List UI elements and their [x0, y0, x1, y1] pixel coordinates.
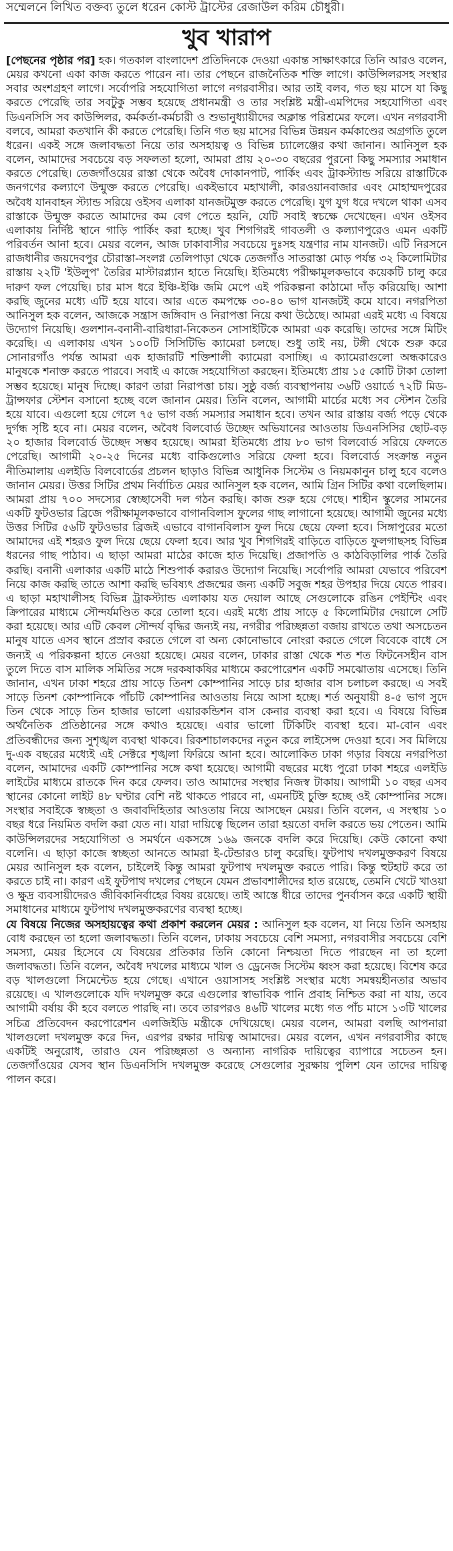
- article-text: হক। গতকাল বাংলাদেশ প্রতিদিনকে দেওয়া একান্ত সাক্ষাৎকারে তিনি আরও বলেন, মেয়র কখনো একা কাজ করতে পারেন না। তার পেছনে রাজনৈতিক শক্তি লাগে। কাউন্সিলরসহ সংস্থার সবার অংশগ্রহণ লাগে। সর্বোপরি সহযোগিতা লাগে নগরবাসীর। আর তাই বলব, গত ছয় মাসে যা কিছু করতে পেরেছি তার সবটুকু সম্ভব হয়েছে প্রধানমন্ত্রী ও তার সংশ্লিষ্ট মন্ত্রী-এমপিদের সহযোগিতা এবং ডিএনসিসি সব কাউন্সিলর, কর্মকর্তা-কর্মচারী ও শুভানুধ্যায়ীদের অক্লান্ত পরিশ্রমের ফলে। এখন নগরবাসী বলবে, আমরা কতখানি কী করতে পেরেছি। তিনি গত ছয় মাসের বিভিন্ন উন্নয়ন কর্মকাণ্ডের অগ্রগতি তুলে ধরেন। একই সঙ্গে জলাবদ্ধতা নিয়ে তার অসহায়ত্ব ও বিভিন্ন চ্যালেঞ্জের কথা জানান। আনিসুল হক বলেন, আমাদের সবচেয়ে বড় সফলতা হলো, আমরা প্রায় ২০-৩০ বছরের পুরনো কিছু সমস্যার সমাধান করতে পেরেছি। তেজগাঁওয়ের রাস্তা থেকে অবৈধ দোকানপাট, পার্কিং এবং ট্রাকস্ট্যান্ড সরিয়ে রাস্তাটিকে জনগণের কল্যাণে উন্মুক্ত করতে পেরেছি। একইভাবে মহাখালী, কারওয়ানবাজার এবং মোহাম্মদপুরের অবৈধ যানবাহন স্ট্যান্ড সরিয়ে ওইসব এলাকা যানজটমুক্ত করতে পেরেছি। যুগ যুগ ধরে দখলে থাকা এসব রাস্তাকে উন্মুক্ত করতে আমাদের কম বেগ পেতে হয়নি, যেটি সবাই স্বচক্ষে দেখেছেন। এখন ওইসব এলাকায় নির্দিষ্ট স্থানে গাড়ি পার্কিং করা হচ্ছে। খুব শিগগিরই গাবতলী ও কল্যাণপুরেও এমন একটি পরিবর্তন আনা হবে। মেয়র বলেন, আজ ঢাকাবাসীর সবচেয়ে দুঃসহ যন্ত্রণার নাম যানজট। এটি নিরসনে রাজধানীর জয়দেবপুর চৌরাস্তা-সংলগ্ন তেলিপাড়া থেকে তেজগাঁও সাতরাস্তা মোড় পর্যন্ত ৩২ কিলোমিটার রাস্তায় ২২টি 'ইউলুপ' তৈরির মাস্টারপ্ল্যান হাতে নিয়েছি। ইতিমধ্যে পরীক্ষামূলকভাবে কয়েকটি চালু করে দারুণ ফল পেয়েছি। চার মাস ধরে ইঞ্চি-ইঞ্চি জমি মেপে এই পরিকল্পনা কাঠামো দাঁড় করিয়েছি। আশা করছি জুনের মধ্যে এটি হয়ে যাবে। আর এতে কমপক্ষে ৩০-৪০ ভাগ যানজটই কমে যাবে। নগরপিতা আনিসুল হক বলেন, আজকে সন্ত্রাস জঙ্গিবাদ ও নিরাপত্তা নিয়ে কথা উঠেছে। আমরা এরই মধ্যে এ বিষয়ে উদ্যোগ নিয়েছি। গুলশান-বনানী-বারিধারা-নিকেতন সোসাইটিকে আমরা এক করেছি। তাদের সঙ্গে মিটিং করেছি। এ এলাকায় এখন ১০০টি সিসিটিভি ক্যামেরা চলছে। শুধু তাই নয়, টঙ্গী থেকে শুরু করে সোনারগাঁও পর্যন্ত আমরা এক হাজারটি শক্তিশালী ক্যামেরা বসাচ্ছি। এ ক্যামেরাগুলো অন্ধকারেও মানুষকে শনাক্ত করতে পারবে। সবাই এ কাজে সহযোগিতা করছেন। ইতিমধ্যে প্রায় ১৫ কোটি টাকা তোলা সম্ভব হয়েছে। মানুষ দিচ্ছে। কারণ তারা নিরাপত্তা চায়। সুষ্ঠু বর্জ্য ব্যবস্থাপনায় ৩৬টি ওয়ার্ডে ৭২টি মিড-ট্রান্সফার স্টেশন বসানো হচ্ছে বলে জানান মেয়র। তিনি বলেন, আগামী মার্চের মধ্যে সব স্টেশন তৈরি হয়ে যাবে। এগুলো হয়ে গেলে ৭৫ ভাগ বর্জ্য সমস্যার সমাধান হবে। তখন আর রাস্তায় বর্জ্য পড়ে থেকে দুর্গন্ধ সৃষ্টি হবে না। মেয়র বলেন, অবৈধ বিলবোর্ড উচ্ছেদ অভিযানের আওতায় ডিএনসিসির ছোট-বড় ২০ হাজার বিলবোর্ড উচ্ছেদ সম্ভব হয়েছে। আমরা ইতিমধ্যে প্রায় ৮০ ভাগ বিলবোর্ড সরিয়ে ফেলতে পেরেছি। আগামী ২০-২৫ দিনের মধ্যে বাকিগুলোও সরিয়ে ফেলা হবে। বিলবোর্ড সংক্রান্ত নতুন নীতিমালায় এলইডি বিলবোর্ডের প্রচলন ছাড়াও বিভিন্ন আধুনিক সিস্টেম ও নিয়মকানুন চালু হবে বলেও জানান মেয়র। উত্তর সিটির প্রথম নির্বাচিত মেয়র আনিসুল হক বলেন, আমি গ্রিন সিটির কথা বলেছিলাম। আমরা প্রায় ৭০০ সদস্যের স্বেচ্ছাসেবী দল গঠন করছি। কাজ শুরু হয়ে গেছে। শাহীন স্কুলের সামনের একটি ফুটওভার ব্রিজে পরীক্ষামূলকভাবে বাগানবিলাস ফুলের গাছ লাগানো হয়েছে। আগামী জুনের মধ্যে উত্তর সিটির ৫৬টি ফুটওভার ব্রিজই এভাবে বাগানবিলাস ফুল দিয়ে ছেয়ে ফেলা হবে। সিঙ্গাপুরের মতো আমাদের এই শহরও ফুল দিয়ে ছেয়ে ফেলা হবে। আর খুব শিগগিরই বাড়িতে বাড়িতে ফুলগাছসহ বিভিন্ন ধরনের গাছ পাঠাব। এ ছাড়া আমরা মাঠের কাজে হাত দিয়েছি। প্রজাপতি ও কাঠবিড়ালির পার্ক তৈরি করছি। বনানী এলাকার একটি মাঠে শিশুপার্ক করারও উদ্যোগ নিয়েছি। সর্বোপরি আমরা যেভাবে পরিবেশ নিয়ে কাজ করছি তাতে আশা করছি ভবিষ্যৎ প্রজন্মের জন্য একটি সবুজ শহর উপহার দিয়ে যেতে পারব। এ ছাড়া মহাখালীসহ বিভিন্ন ট্রাকস্ট্যান্ড এলাকায় যত দেয়াল আছে সেগুলোকে রঙিন পেইন্টিং এবং ক্রিপারের মাধ্যমে সৌন্দর্যমণ্ডিত করে তোলা হবে। এরই মধ্যে প্রায় সাড়ে ৫ কিলোমিটার দেয়ালে সেটি করা হয়েছে। আর এটি কেবল সৌন্দর্য বৃদ্ধির জন্যই নয়, নগরীর পরিচ্ছন্নতা বজায় রাখতে তথা অসচেতন মানুষ যাতে এসব স্থানে প্রস্রাব করতে গেলে বা অন্য কোনোভাবে নোংরা করতে গেলে বিবেকে বাধে সে জন্যই এ পরিকল্পনা হাতে নেওয়া হয়েছে। মেয়র বলেন, ঢাকার রাস্তা থেকে শত শত ফিটনেসহীন বাস তুলে দিতে বাস মালিক সমিতির সঙ্গে দরকষাকষির মাধ্যমে করপোরেশন একটি সমঝোতায় এসেছে। তিনি জানান, এখন ঢাকা শহরে প্রায় সাড়ে তিনশ কোম্পানির সাড়ে চার হাজার বাস চলাচল করছে। এ সবই সাড়ে তিনশ কোম্পানিকে পাঁচটি কোম্পানির আওতায় নিয়ে আসা হচ্ছে। শর্ত অনুযায়ী ৪-৫ ভাগ সুদে তিন থেকে সাড়ে তিন হাজার ভালো এয়ারকন্ডিশন বাস কেনার ব্যবস্থা করা হবে। এ বিষয়ে বিভিন্ন অর্থনৈতিক প্রতিষ্ঠানের সঙ্গে কথাও হয়েছে। এবার ভালো টিকিটিং ব্যবস্থা হবে। মা-বোন এবং প্রতিবন্ধীদের জন্য সুশৃঙ্খল ব্যবস্থা থাকবে। রিকশাচালকদের নতুন করে লাইসেন্স দেওয়া হবে। সব মিলিয়ে দু-এক বছরের মধ্যেই এই সেক্টরে শৃঙ্খলা ফিরিয়ে আনা হবে। আলোকিত ঢাকা গড়ার বিষয়ে নগরপিতা বলেন, আমাদের একটি কোম্পানির সঙ্গে কথা হয়েছে। আগামী বছরের মধ্যে পুরো ঢাকা শহরে এলইডি লাইটের মাধ্যমে রাতকে দিন করে ফেলব। তাও আমাদের সংস্থার নিজস্ব টাকায়। আগামী ১০ বছর এসব স্থানের কোনো লাইট ৪৮ ঘণ্টার বেশি নষ্ট থাকতে পারবে না, এমনটিই চুক্তি হচ্ছে ওই কোম্পানির সঙ্গে। সংস্থার সবাইকে স্বচ্ছতা ও জবাবদিহিতার আওতায় নিয়ে আসছেন মেয়র। তিনি বলেন, এ সংস্থায় ১০ বছর ধরে নিয়মিত বদলি করা যেত না। যারা দায়িত্বে ছিলেন তারা হয়তো বদলি করতে ভয় পেতেন। আমি কাউন্সিলরদের সহযোগিতা ও সমর্থনে একসঙ্গে ১৬৯ জনকে বদলি করে দিয়েছি। কেউ কোনো কথা বলেনি। এ ছাড়া কাজে স্বচ্ছতা আনতে আমরা ই-টেন্ডারও চালু করেছি। ফুটপাথ দখলমুক্তকরণ বিষয়ে মেয়র আনিসুল হক বলেন, চাইলেই কিন্তু আমরা ফুটপাথ দখলমুক্ত করতে পারি। কিন্তু হুটহাট করে তা করতে চাই না। কারণ এই ফুটপাথ দখলের পেছনে যেমন প্রভাবশালীদের হাত রয়েছে, তেমনি খেটে খাওয়া ও ক্ষুদ্র ব্যবসায়ীদেরও জীবিকানির্বাহের বিষয় রয়েছে। তাই আস্তে ধীরে তাদের পুনর্বাসন করে একটি স্থায়ী সমাধানের মাধ্যমে ফুটপাথ দখলমুক্তকরণের ব্যবস্থা হচ্ছে।: [6, 54, 447, 917]
- continuation-marker: [পেছনের পৃষ্ঠার পর]: [6, 54, 96, 67]
- previous-article-tail: সম্মেলনে লিখিত বক্তব্য তুলে ধরেন কোস্ট ট্রাস্টের রেজাউল করিম চৌধুরী।: [6, 0, 345, 14]
- headline: খুব খারাপ: [182, 25, 271, 51]
- article-paragraph: [6, 54, 447, 918]
- article-body: [6, 54, 447, 1545]
- subheading: যে বিষয়ে নিজের অসহায়ত্বের কথা প্রকাশ করলেন মেয়র :: [6, 917, 259, 931]
- article-text: আনিসুল হক বলেন, যা নিয়ে তিনি অসহায় বোধ করছেন তা হলো জলাবদ্ধতা। তিনি বলেন, ঢাকায় সবচেয়ে বেশি সমস্যা, নগরবাসীর সবচেয়ে বেশি সমস্যা, মেয়র হিসেবে যে বিষয়ের প্রতিকার তিনি কোনো নিশ্চয়তা দিতে পারছেন না তা হলো জলাবদ্ধতা। তিনি বলেন, অবৈধ দখলের মাধ্যমে খাল ও ড্রেনেজ সিস্টেম ধ্বংস করা হয়েছে। বিশেষ করে বড় খালগুলো সিমেন্টেড হয়ে গেছে। এখানে ওয়াসাসহ সংশ্লিষ্ট সংস্থার মধ্যে সমন্বয়হীনতার অভাব রয়েছে। এ খালগুলোকে যদি দখলমুক্ত করে এগুলোর স্বাভাবিক পানি প্রবাহ নিশ্চিত করা না যায়, তবে আগামী বর্ষায় কী হবে বলতে পারছি না। তবে তারপরও ৪৬টি খালের মধ্যে গত পাঁচ মাসে ১৩টি খালের সচিত্র প্রতিবেদন করপোরেশন এলজিইডি মন্ত্রীকে দেখিয়েছে। মেয়র বলেন, আমরা বলছি আপনারা খালগুলো দখলমুক্ত করে দিন, এরপর রক্ষার দায়িত্ব আমাদের। মেয়র বলেন, এখন নগরবাসীর কাছে একটিই অনুরোধ, তারাও যেন পরিচ্ছন্নতা ও অন্যান্য নাগরিক দায়িত্বের ব্যাপারে সচেতন হন। তেজগাঁওয়ের যেসব স্থান ডিএনসিসি দখলমুক্ত করেছে সেগুলোর সুরক্ষায় পুলিশ যেন তাদের দায়িত্ব পালন করে।: [6, 917, 447, 1087]
- article-paragraph: [6, 918, 447, 1088]
